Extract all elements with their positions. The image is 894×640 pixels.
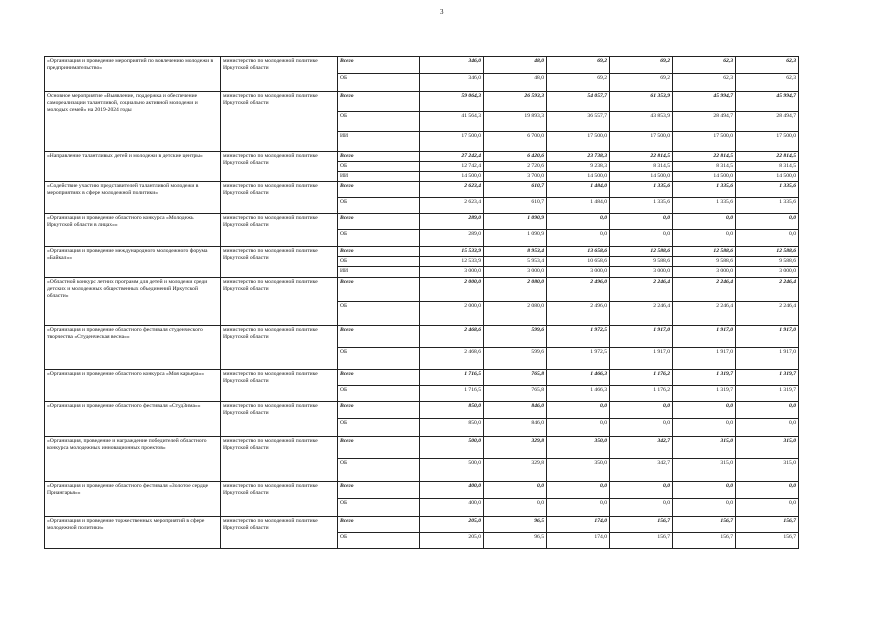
executor: министерство по молодежной политике Иркутской области (221, 437, 338, 482)
amount-cell: 850,0 (420, 402, 484, 419)
amount-cell: 1 319,7 (673, 386, 736, 402)
amount-cell: 1 917,0 (736, 348, 799, 370)
amount-cell: 62,3 (736, 74, 799, 92)
amount-cell: 17 500,0 (736, 132, 799, 152)
amount-cell: 3 000,0 (673, 267, 736, 278)
amount-cell: 350,0 (547, 459, 610, 482)
amount-cell: 0,0 (610, 499, 673, 517)
amount-cell: 2 246,4 (610, 302, 673, 326)
amount-cell: 2 720,6 (484, 162, 547, 172)
executor: министерство по молодежной политике Иркутской области (221, 152, 338, 182)
amount-cell: 765,8 (484, 370, 547, 386)
funding-source: ОБ (338, 386, 420, 402)
amount-cell: 28 494,7 (673, 112, 736, 132)
amount-cell: 156,7 (736, 533, 799, 549)
funding-source: Всего (338, 57, 420, 74)
amount-cell: 342,7 (610, 437, 673, 459)
funding-source: Всего (338, 278, 420, 302)
funding-source: ОБ (338, 74, 420, 92)
funding-source: ОБ (338, 419, 420, 437)
amount-cell: 41 564,3 (420, 112, 484, 132)
amount-cell: 14 500,0 (610, 172, 673, 182)
table-row (45, 214, 799, 230)
amount-cell: 3 000,0 (736, 267, 799, 278)
amount-cell: 1 972,5 (547, 326, 610, 348)
funding-source: ОБ (338, 230, 420, 247)
amount-cell: 1 917,0 (736, 326, 799, 348)
amount-cell: 0,0 (547, 402, 610, 419)
amount-cell: 45 994,7 (736, 92, 799, 112)
amount-cell: 0,0 (610, 230, 673, 247)
funding-source: ОБ (338, 302, 420, 326)
funding-source: ОБ (338, 459, 420, 482)
amount-cell: 2 246,4 (673, 302, 736, 326)
amount-cell: 3 000,0 (610, 267, 673, 278)
event-name: «Организация и проведение областного фестиваля «СтудЗима»» (45, 402, 221, 437)
page-number: 3 (440, 8, 444, 16)
event-name: «Организация и проведение международного молодежного форума «Байкал»» (45, 247, 221, 278)
amount-cell: 1 917,0 (610, 326, 673, 348)
amount-cell: 174,0 (547, 533, 610, 549)
amount-cell: 1 319,7 (673, 370, 736, 386)
amount-cell: 156,7 (736, 517, 799, 533)
amount-cell: 1 484,0 (547, 198, 610, 214)
amount-cell: 1 335,6 (736, 182, 799, 198)
funding-source: ОБ (338, 198, 420, 214)
amount-cell: 350,0 (547, 437, 610, 459)
amount-cell: 3 700,0 (484, 172, 547, 182)
amount-cell: 1 335,6 (673, 182, 736, 198)
amount-cell: 2 246,4 (736, 278, 799, 302)
executor: министерство по молодежной политике Иркутской области (221, 57, 338, 92)
amount-cell: 315,0 (736, 437, 799, 459)
amount-cell: 2 496,0 (547, 278, 610, 302)
amount-cell: 850,0 (420, 419, 484, 437)
amount-cell: 500,0 (420, 437, 484, 459)
amount-cell: 1 917,0 (673, 326, 736, 348)
amount-cell: 1 090,9 (484, 214, 547, 230)
amount-cell: 342,7 (610, 459, 673, 482)
amount-cell: 315,0 (736, 459, 799, 482)
amount-cell: 0,0 (547, 230, 610, 247)
amount-cell: 846,0 (484, 419, 547, 437)
amount-cell: 62,3 (673, 57, 736, 74)
amount-cell: 1 917,0 (610, 348, 673, 370)
amount-cell: 62,3 (736, 57, 799, 74)
amount-cell: 0,0 (736, 419, 799, 437)
budget-table (44, 56, 799, 549)
amount-cell: 0,0 (673, 419, 736, 437)
amount-cell: 2 000,0 (420, 302, 484, 326)
amount-cell: 96,5 (484, 517, 547, 533)
amount-cell: 0,0 (673, 214, 736, 230)
event-name: «Областной конкурс летних программ для детей и молодежи среди детских и молодежных общественных объединений Иркутской области» (45, 278, 221, 326)
event-name: «Организация и проведение областного фестиваля студенческого творчества «Студенческая весна»» (45, 326, 221, 370)
amount-cell: 17 500,0 (610, 132, 673, 152)
funding-source: ОБ (338, 257, 420, 267)
executor: министерство по молодежной политике Иркутской области (221, 482, 338, 517)
amount-cell: 2 000,0 (420, 278, 484, 302)
executor: министерство по молодежной политике Иркутской области (221, 517, 338, 549)
amount-cell: 1 335,6 (673, 198, 736, 214)
amount-cell: 1 176,2 (610, 386, 673, 402)
amount-cell: 156,7 (610, 517, 673, 533)
table-row (45, 278, 799, 302)
table-row (45, 152, 799, 162)
amount-cell: 2 080,0 (484, 302, 547, 326)
amount-cell: 289,0 (420, 230, 484, 247)
amount-cell: 14 500,0 (547, 172, 610, 182)
amount-cell: 2 246,4 (673, 278, 736, 302)
amount-cell: 22 814,5 (610, 152, 673, 162)
executor: министерство по молодежной политике Иркутской области (221, 247, 338, 278)
table-row (45, 57, 799, 74)
amount-cell: 17 500,0 (673, 132, 736, 152)
event-name: Основное мероприятие «Выявление, поддержка и обеспечение самореализации талантливой, социально активной молодежи и молодых семей» на 2019-2024 годы (45, 92, 221, 152)
amount-cell: 6 700,0 (484, 132, 547, 152)
amount-cell: 1 335,6 (610, 198, 673, 214)
amount-cell: 1 335,6 (610, 182, 673, 198)
executor: министерство по молодежной политике Иркутской области (221, 92, 338, 152)
amount-cell: 846,0 (484, 402, 547, 419)
amount-cell: 2 496,0 (547, 302, 610, 326)
amount-cell: 14 500,0 (420, 172, 484, 182)
amount-cell: 315,0 (673, 437, 736, 459)
amount-cell: 0,0 (547, 214, 610, 230)
amount-cell: 156,7 (673, 517, 736, 533)
amount-cell: 329,8 (484, 437, 547, 459)
funding-source: ОБ (338, 348, 420, 370)
executor: министерство по молодежной политике Иркутской области (221, 402, 338, 437)
amount-cell: 0,0 (484, 482, 547, 499)
funding-source: Всего (338, 517, 420, 533)
amount-cell: 48,0 (484, 57, 547, 74)
amount-cell: 0,0 (673, 499, 736, 517)
amount-cell: 2 468,6 (420, 348, 484, 370)
amount-cell: 9 238,3 (547, 162, 610, 172)
amount-cell: 0,0 (547, 499, 610, 517)
amount-cell: 28 494,7 (736, 112, 799, 132)
amount-cell: 22 814,5 (736, 152, 799, 162)
amount-cell: 610,7 (484, 182, 547, 198)
funding-source: Всего (338, 437, 420, 459)
amount-cell: 2 623,4 (420, 198, 484, 214)
amount-cell: 329,8 (484, 459, 547, 482)
amount-cell: 22 814,5 (673, 152, 736, 162)
amount-cell: 3 000,0 (547, 267, 610, 278)
table-row (45, 326, 799, 348)
amount-cell: 0,0 (673, 230, 736, 247)
amount-cell: 1 090,9 (484, 230, 547, 247)
amount-cell: 0,0 (610, 402, 673, 419)
funding-source: ИИ (338, 267, 420, 278)
executor: министерство по молодежной политике Иркутской области (221, 182, 338, 214)
amount-cell: 26 593,3 (484, 92, 547, 112)
amount-cell: 400,0 (420, 499, 484, 517)
amount-cell: 0,0 (736, 402, 799, 419)
amount-cell: 69,2 (610, 74, 673, 92)
amount-cell: 1 319,7 (736, 386, 799, 402)
amount-cell: 1 917,0 (673, 348, 736, 370)
amount-cell: 3 000,0 (484, 267, 547, 278)
amount-cell: 1 466,3 (547, 370, 610, 386)
funding-source: Всего (338, 182, 420, 198)
funding-source: Всего (338, 214, 420, 230)
executor: министерство по молодежной политике Иркутской области (221, 326, 338, 370)
amount-cell: 500,0 (420, 459, 484, 482)
event-name: «Организация и проведение областного конкурса «Молодежь Иркутской области в лицах»» (45, 214, 221, 247)
amount-cell: 12 742,4 (420, 162, 484, 172)
table-row (45, 437, 799, 459)
amount-cell: 9 588,6 (673, 257, 736, 267)
amount-cell: 27 242,4 (420, 152, 484, 162)
amount-cell: 69,2 (610, 57, 673, 74)
amount-cell: 599,6 (484, 348, 547, 370)
amount-cell: 346,0 (420, 57, 484, 74)
amount-cell: 0,0 (673, 482, 736, 499)
amount-cell: 346,0 (420, 74, 484, 92)
event-name: «Содействие участию представителей талантливой молодежи в мероприятиях в сфере молодежной политики» (45, 182, 221, 214)
amount-cell: 96,5 (484, 533, 547, 549)
amount-cell: 0,0 (736, 499, 799, 517)
amount-cell: 1 972,5 (547, 348, 610, 370)
event-name: «Организация и проведение областного фестиваля «Золотое сердце Приангарья»» (45, 482, 221, 517)
amount-cell: 1 335,6 (736, 198, 799, 214)
table-row (45, 402, 799, 419)
amount-cell: 12 588,6 (736, 247, 799, 257)
funding-source: Всего (338, 482, 420, 499)
amount-cell: 0,0 (610, 482, 673, 499)
amount-cell: 5 953,4 (484, 257, 547, 267)
amount-cell: 9 588,6 (736, 257, 799, 267)
amount-cell: 1 484,0 (547, 182, 610, 198)
funding-source: Всего (338, 247, 420, 257)
amount-cell: 765,8 (484, 386, 547, 402)
amount-cell: 10 658,6 (547, 257, 610, 267)
amount-cell: 1 176,2 (610, 370, 673, 386)
amount-cell: 0,0 (673, 402, 736, 419)
amount-cell: 289,0 (420, 214, 484, 230)
event-name: «Организация и проведение торжественных мероприятий в сфере молодежной политики» (45, 517, 221, 549)
amount-cell: 400,0 (420, 482, 484, 499)
amount-cell: 43 853,9 (610, 112, 673, 132)
amount-cell: 0,0 (610, 419, 673, 437)
executor: министерство по молодежной политике Иркутской области (221, 278, 338, 326)
amount-cell: 1 466,3 (547, 386, 610, 402)
amount-cell: 0,0 (736, 214, 799, 230)
amount-cell: 36 557,7 (547, 112, 610, 132)
event-name: «Организация и проведение областного конкурса «Моя карьера»» (45, 370, 221, 402)
amount-cell: 0,0 (547, 419, 610, 437)
amount-cell: 2 246,4 (736, 302, 799, 326)
amount-cell: 12 533,9 (420, 257, 484, 267)
amount-cell: 599,6 (484, 326, 547, 348)
amount-cell: 17 500,0 (420, 132, 484, 152)
funding-source: Всего (338, 370, 420, 386)
funding-source: ИИ (338, 132, 420, 152)
amount-cell: 12 588,6 (610, 247, 673, 257)
amount-cell: 9 588,6 (610, 257, 673, 267)
amount-cell: 59 064,3 (420, 92, 484, 112)
amount-cell: 48,0 (484, 74, 547, 92)
funding-source: Всего (338, 326, 420, 348)
amount-cell: 8 314,5 (736, 162, 799, 172)
funding-source: ОБ (338, 499, 420, 517)
amount-cell: 23 738,3 (547, 152, 610, 162)
amount-cell: 0,0 (610, 214, 673, 230)
funding-source: ОБ (338, 533, 420, 549)
event-name: «Организация, проведение и награждение победителей областного конкурса молодежных инновационных проектов» (45, 437, 221, 482)
amount-cell: 8 314,5 (673, 162, 736, 172)
amount-cell: 13 658,6 (547, 247, 610, 257)
amount-cell: 14 500,0 (673, 172, 736, 182)
amount-cell: 205,0 (420, 517, 484, 533)
amount-cell: 69,2 (547, 57, 610, 74)
amount-cell: 2 080,0 (484, 278, 547, 302)
amount-cell: 2 623,4 (420, 182, 484, 198)
amount-cell: 2 246,4 (610, 278, 673, 302)
amount-cell: 0,0 (736, 230, 799, 247)
event-name: «Направление талантливых детей и молодежи в детские центры» (45, 152, 221, 182)
table-row (45, 247, 799, 257)
funding-source: ИИ (338, 172, 420, 182)
funding-source: Всего (338, 152, 420, 162)
executor: министерство по молодежной политике Иркутской области (221, 214, 338, 247)
funding-source: Всего (338, 402, 420, 419)
amount-cell: 1 716,5 (420, 370, 484, 386)
amount-cell: 14 500,0 (736, 172, 799, 182)
amount-cell: 0,0 (736, 482, 799, 499)
amount-cell: 156,7 (610, 533, 673, 549)
amount-cell: 54 057,7 (547, 92, 610, 112)
amount-cell: 15 533,9 (420, 247, 484, 257)
table-row (45, 482, 799, 499)
amount-cell: 12 588,6 (673, 247, 736, 257)
funding-source: ОБ (338, 112, 420, 132)
amount-cell: 61 353,9 (610, 92, 673, 112)
table-row (45, 182, 799, 198)
amount-cell: 315,0 (673, 459, 736, 482)
funding-source: Всего (338, 92, 420, 112)
amount-cell: 62,3 (673, 74, 736, 92)
amount-cell: 156,7 (673, 533, 736, 549)
amount-cell: 1 319,7 (736, 370, 799, 386)
amount-cell: 8 314,5 (610, 162, 673, 172)
event-name: «Организация и проведение мероприятий по вовлечению молодежи в предпринимательство» (45, 57, 221, 92)
amount-cell: 610,7 (484, 198, 547, 214)
funding-source: ОБ (338, 162, 420, 172)
table-row (45, 517, 799, 533)
amount-cell: 69,2 (547, 74, 610, 92)
amount-cell: 0,0 (547, 482, 610, 499)
amount-cell: 174,0 (547, 517, 610, 533)
amount-cell: 1 716,5 (420, 386, 484, 402)
table-row (45, 92, 799, 112)
amount-cell: 6 420,6 (484, 152, 547, 162)
amount-cell: 45 994,7 (673, 92, 736, 112)
amount-cell: 3 000,0 (420, 267, 484, 278)
amount-cell: 205,0 (420, 533, 484, 549)
amount-cell: 0,0 (484, 499, 547, 517)
table-row (45, 370, 799, 386)
executor: министерство по молодежной политике Иркутской области (221, 370, 338, 402)
amount-cell: 2 468,6 (420, 326, 484, 348)
amount-cell: 8 953,4 (484, 247, 547, 257)
amount-cell: 17 500,0 (547, 132, 610, 152)
amount-cell: 19 893,3 (484, 112, 547, 132)
